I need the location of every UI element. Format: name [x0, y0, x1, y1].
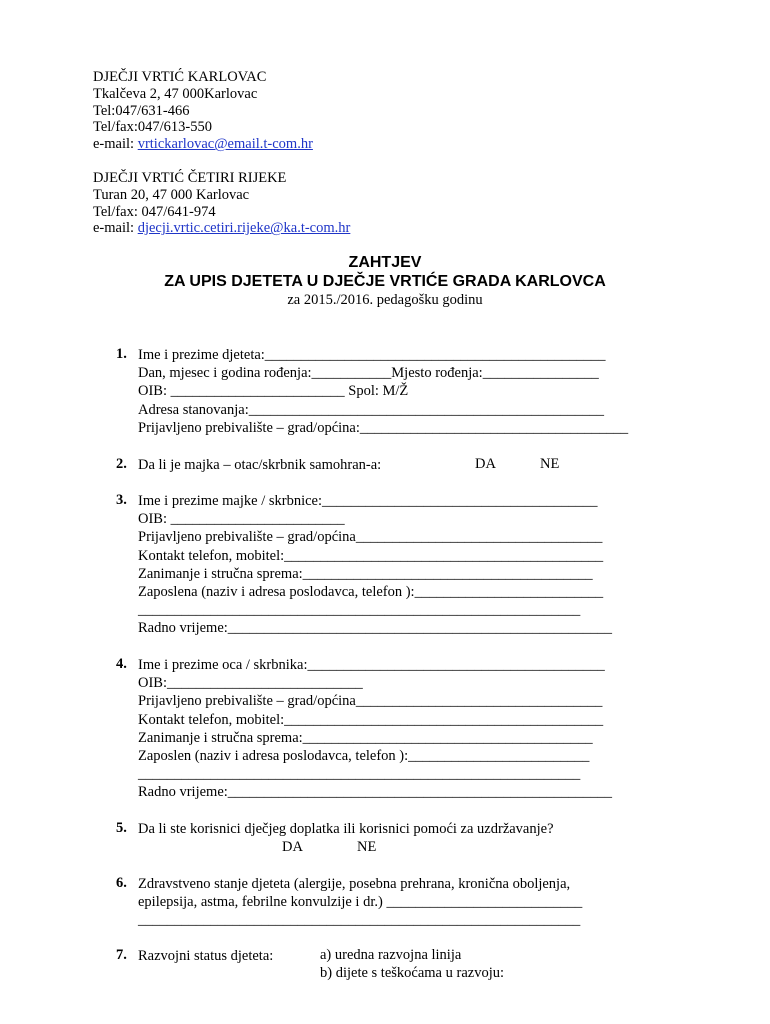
mother-employer-extra-line[interactable]: _____________________________________________________________: [138, 602, 581, 619]
org-email-line: [93, 220, 350, 237]
email-link[interactable]: vrtickarlovac@email.t-com.hr: [137, 136, 313, 153]
child-birth-field[interactable]: Dan, mjesec i godina rođenja:___________Mjesto rođenja:________________: [138, 365, 599, 382]
father-work-hours-field[interactable]: Radno vrijeme:_____________________________________________________: [138, 784, 613, 801]
item-number: 5.: [116, 820, 127, 836]
father-occupation-field[interactable]: Zanimanje i stručna sprema:________________________________________: [138, 729, 593, 746]
org-tel: Tel:047/631-466: [93, 102, 190, 119]
title-zahtjev: ZAHTJEV: [348, 254, 422, 271]
development-label: Razvojni status djeteta:: [138, 948, 274, 964]
health-extra-line[interactable]: _____________________________________________________________: [138, 912, 581, 929]
item-number: 3.: [116, 492, 127, 508]
item-number: 7.: [116, 947, 127, 963]
title-main: ZA UPIS DJETETA U DJEČJE VRTIĆE GRADA KARLOVCA: [164, 273, 606, 290]
father-oib-field[interactable]: OIB:___________________________: [138, 675, 363, 692]
org-name: DJEČJI VRTIĆ KARLOVAC: [93, 69, 267, 85]
child-residence-field[interactable]: Prijavljeno prebivalište – grad/općina:_____________________________________: [138, 419, 629, 436]
org-address: Tkalčeva 2, 47 000Karlovac: [93, 85, 258, 102]
father-employer-extra-line[interactable]: _____________________________________________________________: [138, 766, 581, 783]
email-link[interactable]: djecji.vrtic.cetiri.rijeke@ka.t-com.hr: [137, 220, 351, 237]
health-question-line1: Zdravstveno stanje djeteta (alergije, posebna prehrana, kronična oboljenja,: [138, 876, 571, 892]
org-telfax: Tel/fax:047/613-550: [93, 119, 212, 136]
email-label: e-mail:: [93, 136, 138, 153]
org-address: Turan 20, 47 000 Karlovac: [93, 186, 250, 203]
father-employer-field[interactable]: Zaposlen (naziv i adresa poslodavca, telefon ):_________________________: [138, 747, 590, 764]
answer-ne[interactable]: NE: [357, 839, 377, 855]
item-number: 4.: [116, 656, 127, 672]
title-school-year: za 2015./2016. pedagošku godinu: [287, 292, 483, 308]
mother-phone-field[interactable]: Kontakt telefon, mobitel:____________________________________________: [138, 547, 604, 564]
item-number: 6.: [116, 875, 127, 891]
email-label: e-mail:: [93, 220, 138, 237]
form-title: [0, 253, 770, 309]
org-email-line: [93, 136, 313, 153]
father-residence-field[interactable]: Prijavljeno prebivalište – grad/općina__________________________________: [138, 693, 603, 710]
mother-name-field[interactable]: Ime i prezime majke / skrbnice:______________________________________: [138, 493, 598, 509]
single-parent-question: Da li je majka – otac/skrbnik samohran-a:: [138, 457, 382, 473]
kindergarten-karlovac-contact: [93, 69, 313, 153]
org-name: DJEČJI VRTIĆ ČETIRI RIJEKE: [93, 170, 287, 186]
mother-occupation-field[interactable]: Zanimanje i stručna sprema:________________________________________: [138, 565, 593, 582]
item-number: 2.: [116, 456, 127, 472]
mother-residence-field[interactable]: Prijavljeno prebivalište – grad/općina__________________________________: [138, 529, 603, 546]
answer-da[interactable]: DA: [282, 839, 303, 855]
mother-employer-field[interactable]: Zaposlena (naziv i adresa poslodavca, telefon ):__________________________: [138, 583, 604, 600]
father-phone-field[interactable]: Kontakt telefon, mobitel:____________________________________________: [138, 711, 604, 728]
org-telfax: Tel/fax: 047/641-974: [93, 203, 216, 220]
answer-ne[interactable]: NE: [540, 456, 560, 472]
allowance-question: Da li ste korisnici dječjeg doplatka ili korisnici pomoći za uzdržavanje?: [138, 821, 554, 837]
child-name-field[interactable]: Ime i prezime djeteta:_______________________________________________: [138, 347, 606, 363]
father-name-field[interactable]: Ime i prezime oca / skrbnika:_________________________________________: [138, 657, 605, 673]
development-option-b[interactable]: b) dijete s teškoćama u razvoju:: [320, 965, 505, 981]
health-question-line2[interactable]: epilepsija, astma, febrilne konvulzije i dr.) ___________________________: [138, 894, 583, 911]
item-number: 1.: [116, 346, 127, 362]
kindergarten-cetiri-rijeke-contact: [93, 170, 350, 237]
answer-da[interactable]: DA: [475, 456, 496, 472]
mother-oib-field[interactable]: OIB: ________________________: [138, 511, 345, 528]
mother-work-hours-field[interactable]: Radno vrijeme:_____________________________________________________: [138, 620, 613, 637]
child-oib-sex-field[interactable]: OIB: ________________________ Spol: M/Ž: [138, 383, 409, 400]
development-option-a[interactable]: a) uredna razvojna linija: [320, 947, 462, 963]
child-address-field[interactable]: Adresa stanovanja:_________________________________________________: [138, 401, 604, 418]
